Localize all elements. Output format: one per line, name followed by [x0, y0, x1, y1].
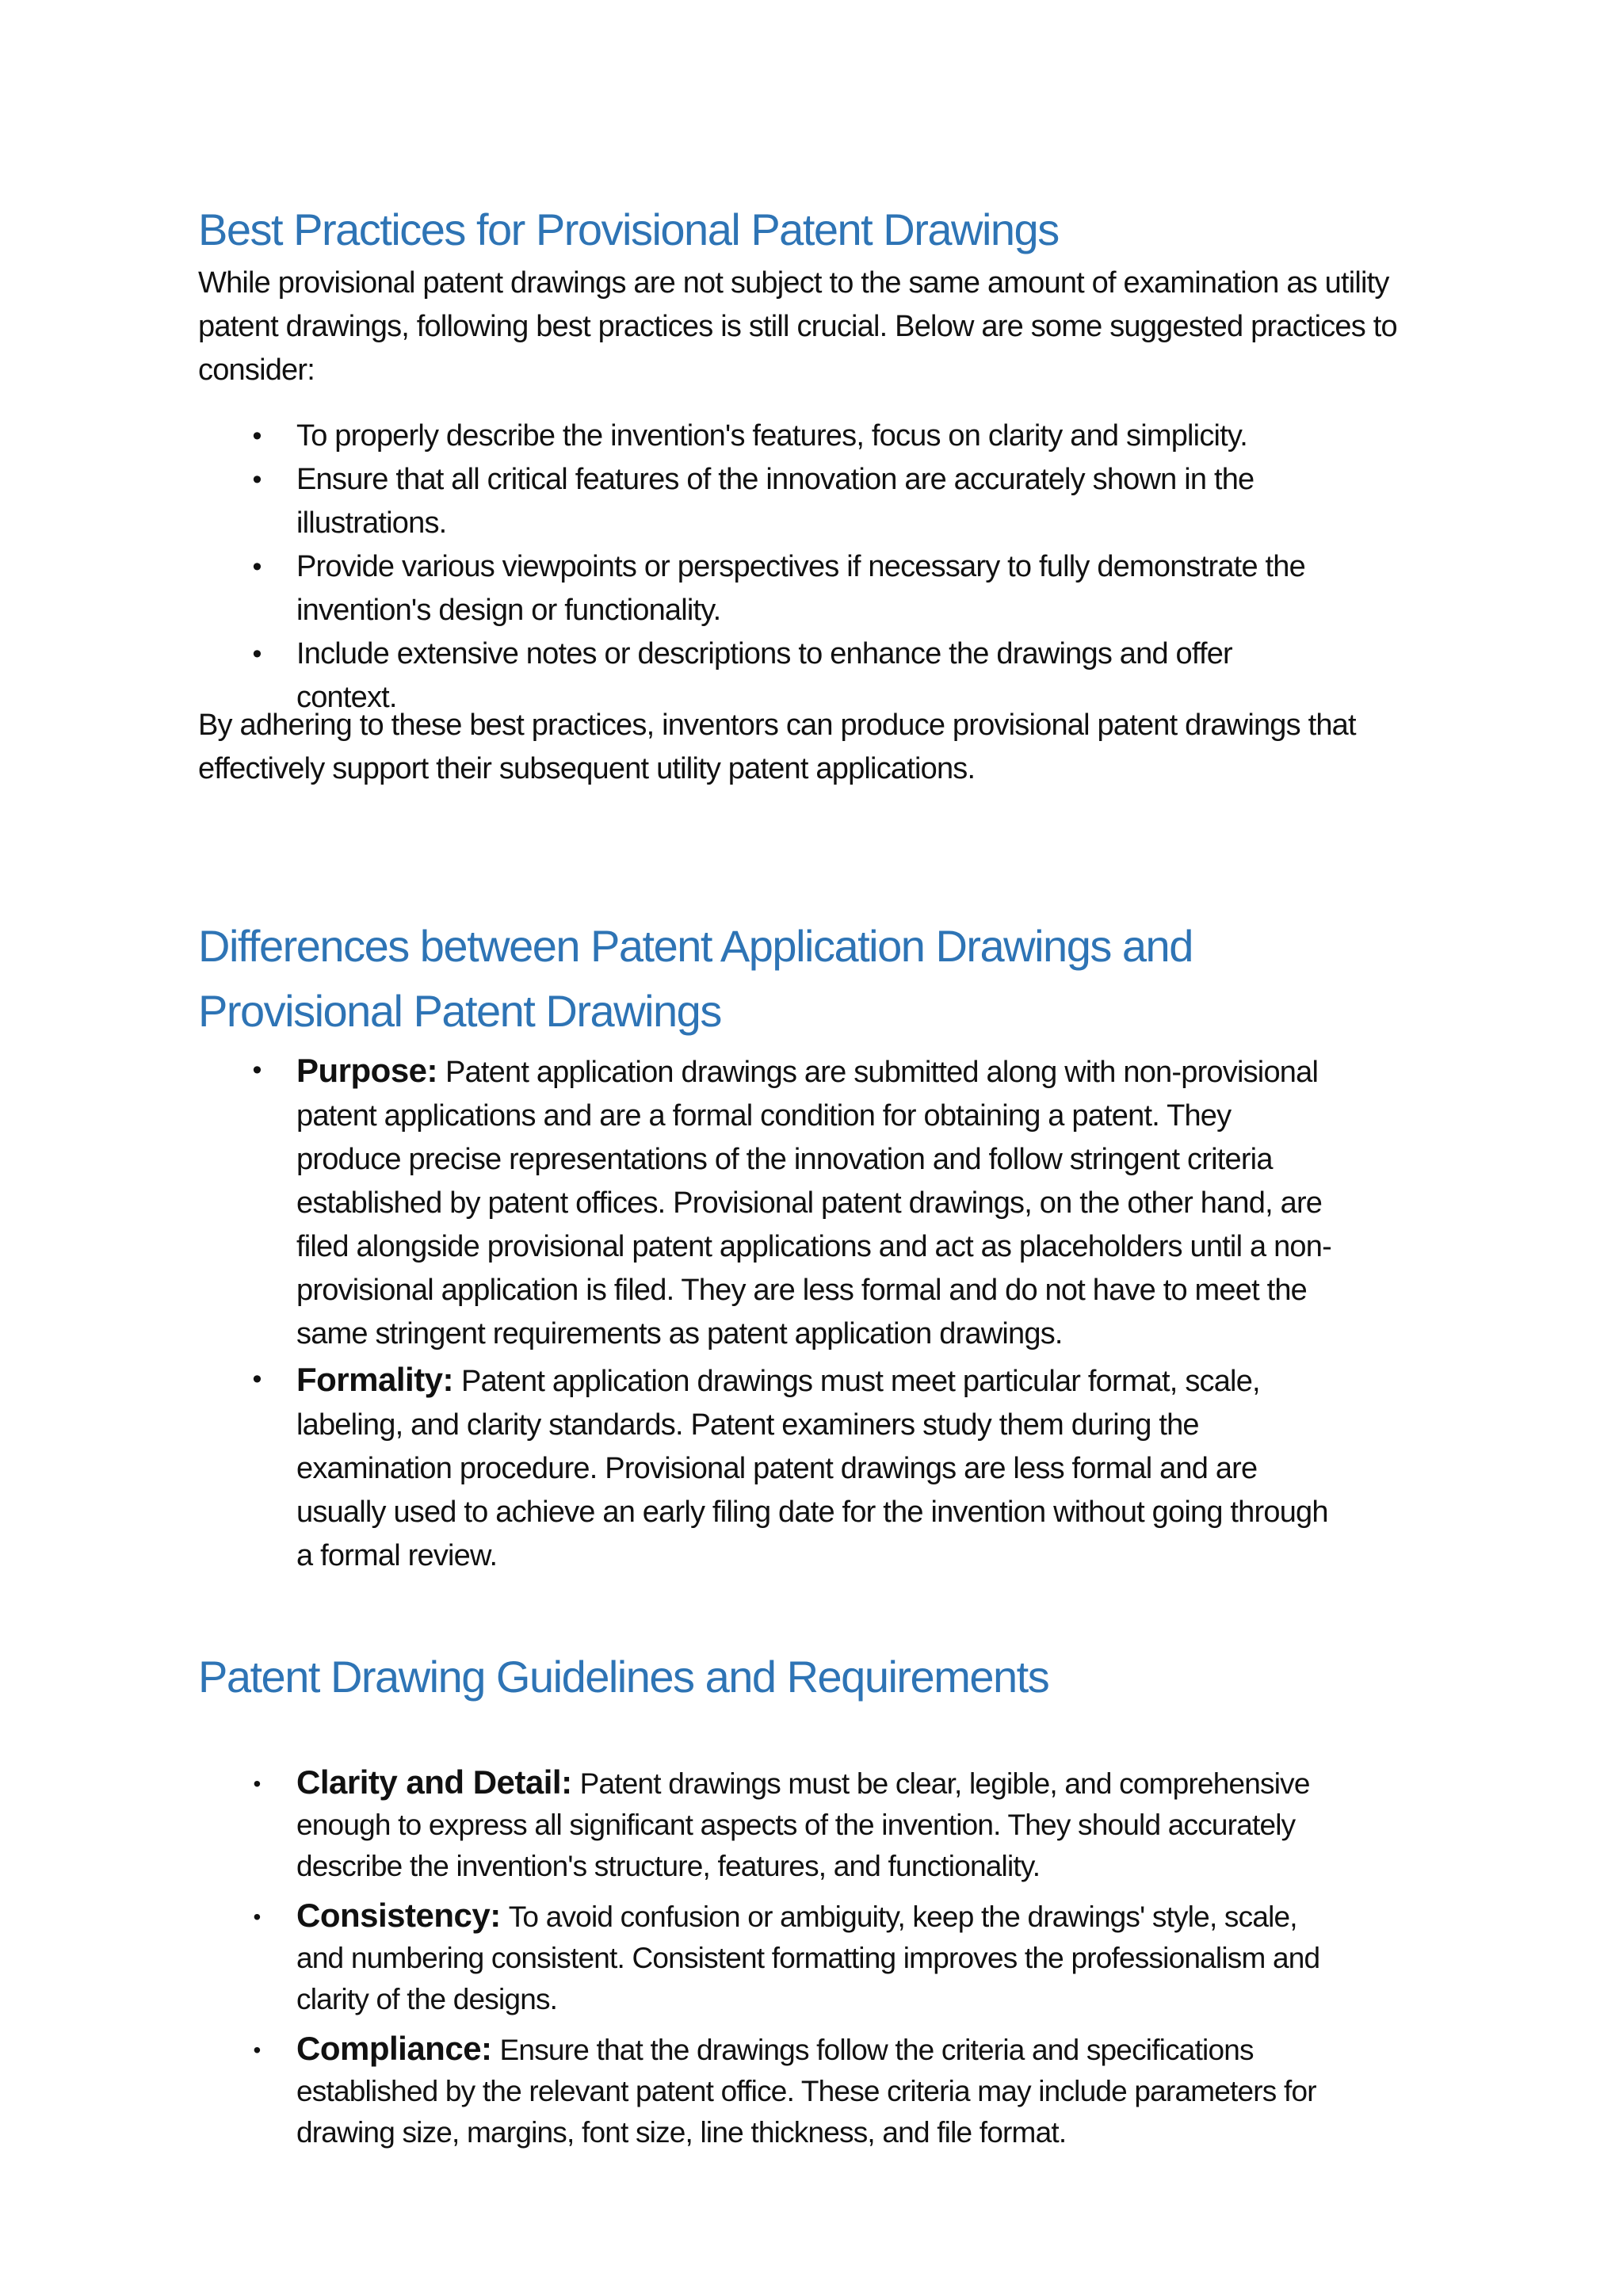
guidelines-list	[198, 1762, 1339, 2153]
section-heading-differences-line2: Provisional Patent Drawings	[198, 986, 721, 1036]
bullet-icon: •	[252, 421, 262, 451]
list-item: • Compliance: Ensure that the drawings follow the criteria and specifications established by the relevant patent office. These criteria may include parameters for drawing size, margins, font size, line thickness, and file format.	[198, 2028, 1339, 2153]
bullet-icon: •	[252, 639, 262, 669]
section-intro-paragraph: While provisional patent drawings are not subject to the same amount of examination as utility patent drawings, following best practices is still crucial. Below are some suggested practices to consider:	[198, 266, 1397, 387]
list-item: • Include extensive notes or descriptions to enhance the drawings and offer context.	[198, 632, 1339, 720]
section-heading-guidelines: Patent Drawing Guidelines and Requirements	[198, 1652, 1049, 1702]
bullet-icon: •	[252, 1055, 262, 1085]
term-label: Compliance:	[296, 2030, 492, 2067]
list-item: • Clarity and Detail: Patent drawings must be clear, legible, and comprehensive enough to express all significant aspects of the invention. They should accurately describe the invention's structure, features, and functionality.	[198, 1762, 1339, 1887]
term-label: Clarity and Detail:	[296, 1763, 572, 1801]
list-item: • Formality: Patent application drawings must meet particular format, scale, labeling, and clarity standards. Patent examiners study them during the examination procedure. Provisional patent drawings are less formal and are usually used to achieve an early filing date for the invention without going through a formal review.	[198, 1358, 1339, 1578]
list-item: • To properly describe the invention's features, focus on clarity and simplicity.	[198, 415, 1339, 458]
bullet-icon: •	[252, 1364, 262, 1394]
bullet-icon: •	[253, 1904, 261, 1929]
list-item: • Ensure that all critical features of the innovation are accurately shown in the illustrations.	[198, 458, 1339, 545]
bullet-icon: •	[253, 1771, 261, 1796]
term-label: Formality:	[296, 1361, 454, 1398]
section-outro-paragraph: By adhering to these best practices, inventors can produce provisional patent drawings that effectively support their subsequent utility patent applications.	[198, 709, 1356, 785]
section-heading-best-practices: Best Practices for Provisional Patent Drawings	[198, 204, 1059, 254]
best-practices-list	[198, 415, 1339, 720]
differences-list	[198, 1049, 1339, 1578]
term-label: Consistency:	[296, 1897, 501, 1934]
list-item: • Provide various viewpoints or perspectives if necessary to fully demonstrate the invention's design or functionality.	[198, 545, 1339, 632]
list-item: • Consistency: To avoid confusion or ambiguity, keep the drawings' style, scale, and numbering consistent. Consistent formatting improves the professionalism and clarity of the designs.	[198, 1895, 1339, 2020]
list-item: • Purpose: Patent application drawings are submitted along with non-provisional patent applications and are a formal condition for obtaining a patent. They produce precise representations of the innovation and follow stringent criteria established by patent offices. Provisional patent drawings, on the other hand, are filed alongside provisional patent applications and act as placeholders until a non-provisional application is filed. They are less formal and do not have to meet the same stringent requirements as patent application drawings.	[198, 1049, 1339, 1356]
section-heading-differences-line1: Differences between Patent Application Drawings and	[198, 921, 1193, 971]
term-label: Purpose:	[296, 1052, 438, 1089]
bullet-icon: •	[253, 2038, 261, 2062]
bullet-icon: •	[252, 552, 262, 582]
bullet-icon: •	[252, 464, 262, 495]
